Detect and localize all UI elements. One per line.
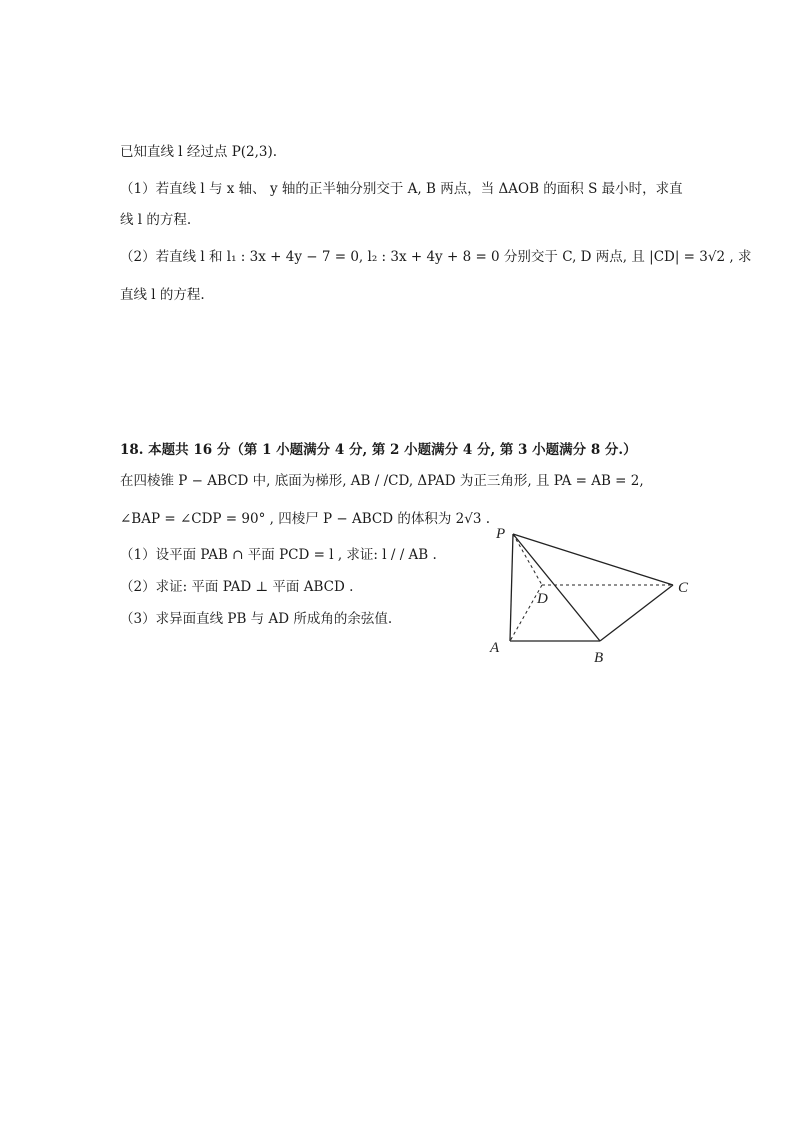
label-c: C: [678, 580, 689, 596]
problem-18-heading: 18. 本题共 16 分（第 1 小题满分 4 分, 第 2 小题满分 4 分, 第 3 小题满分 8 分.）: [120, 442, 637, 458]
pyramid-figure: [485, 520, 700, 670]
problem-18-part1: （1）设平面 PAB ∩ 平面 PCD = l , 求证: l / / AB .: [120, 547, 437, 563]
problem-17-part1-line2: 线 l 的方程.: [120, 212, 192, 228]
problem-17-part1-line1: （1）若直线 l 与 x 轴、 y 轴的正半轴分别交于 A, B 两点，当 ΔAOB 的面积 S 最小时，求直: [120, 181, 683, 197]
problem-18-part3: （3）求异面直线 PB 与 AD 所成角的余弦值.: [120, 611, 393, 627]
edge-bc: [600, 585, 673, 641]
edge-pc: [513, 534, 673, 585]
problem-17-part2-line1: （2）若直线 l 和 l₁ : 3x + 4y − 7 = 0, l₂ : 3x + 4y + 8 = 0 分别交于 C, D 两点, 且 |CD| = 3√2 , 求: [120, 249, 752, 265]
problem-18-part2: （2）求证: 平面 PAD ⊥ 平面 ABCD .: [120, 579, 354, 595]
label-b: B: [594, 650, 604, 666]
problem-18-stem-line1: 在四棱锥 P − ABCD 中, 底面为梯形, AB / /CD, ΔPAD 为正三角形, 且 PA = AB = 2,: [120, 473, 644, 489]
problem-17-stem: 已知直线 l 经过点 P(2,3).: [120, 144, 278, 160]
edge-pa: [510, 534, 513, 641]
label-d: D: [537, 591, 548, 607]
label-a: A: [490, 640, 500, 656]
edge-pb: [513, 534, 600, 641]
problem-17-part2-line2: 直线 l 的方程.: [120, 287, 205, 303]
problem-18-stem-line2: ∠BAP = ∠CDP = 90° , 四棱尸 P − ABCD 的体积为 2√3 .: [120, 511, 490, 527]
label-p: P: [496, 526, 506, 542]
